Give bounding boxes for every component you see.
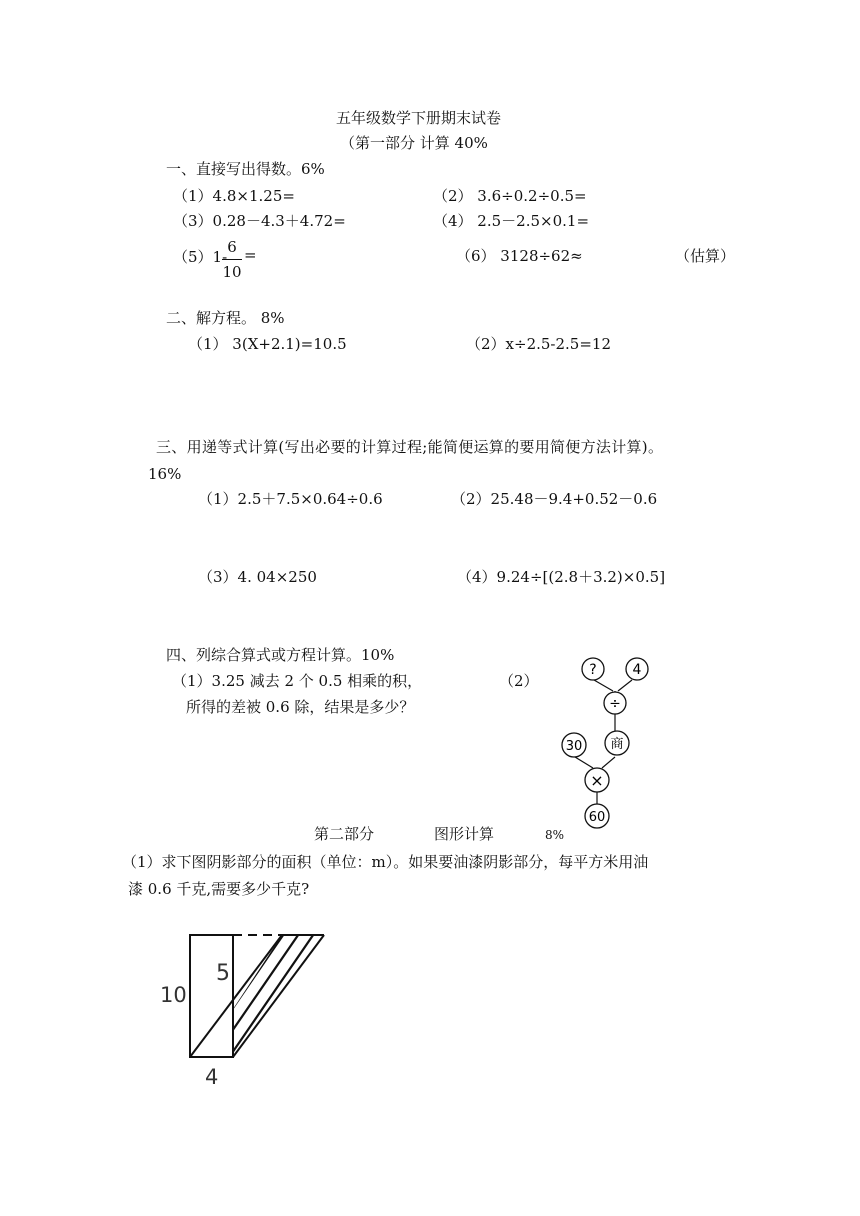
shaded-area-figure <box>150 925 340 1090</box>
equation-2: （2）x÷2.5-2.5=12 <box>466 335 612 353</box>
svg-text:60: 60 <box>588 810 606 825</box>
section4-q2-label: （2） <box>499 672 539 690</box>
section1-item-1: （1）4.8×1.25= <box>173 187 295 205</box>
part1-header: （第一部分 计算 40% <box>340 134 488 152</box>
section4-q1-line2: 所得的差被 0.6 除，结果是多少？ <box>186 698 415 716</box>
section4-q1-line1: （1）3.25 减去 2 个 0.5 相乘的积， <box>172 672 423 690</box>
section4-heading: 四、列综合算式或方程计算。10% <box>166 646 395 664</box>
fraction-bar <box>222 259 242 260</box>
part2-header-a: 第二部分 <box>314 825 375 843</box>
equation-1: （1） 3(X+2.1)=10.5 <box>188 335 347 353</box>
fraction-denominator: 10 <box>222 263 242 281</box>
section1-item-4: （4） 2.5－2.5×0.1= <box>433 212 590 230</box>
svg-text:÷: ÷ <box>609 696 621 712</box>
section1-heading: 一、直接写出得数。6% <box>166 160 325 178</box>
tree-node-quotient <box>605 731 629 755</box>
svg-text:30: 30 <box>565 739 583 754</box>
svg-text:商: 商 <box>610 737 624 752</box>
section1-item-6-note: （估算） <box>675 247 736 265</box>
tree-node-divide <box>604 692 626 714</box>
part2-header-c: 8% <box>545 828 565 842</box>
fraction-six-tenths <box>222 238 242 281</box>
section3-heading: 三、用递等式计算(写出必要的计算过程;能简便运算的要用简便方法计算)。 <box>156 438 664 456</box>
section3-q1: （1）2.5＋7.5×0.64÷0.6 <box>198 490 383 508</box>
svg-text:×: × <box>590 771 604 790</box>
part2-q1-line2: 漆 0.6 千克,需要多少千克? <box>128 880 310 898</box>
svg-text:?: ? <box>589 662 597 678</box>
fraction-numerator: 6 <box>227 238 237 256</box>
section1-item-6: （6） 3128÷62≈ <box>456 247 583 265</box>
section1-item-5-prefix: （5）1- <box>173 248 228 266</box>
tree-node-thirty <box>562 733 586 757</box>
section3-q2: （2）25.48－9.4+0.52－0.6 <box>451 490 658 508</box>
section3-heading-cont: 16% <box>148 465 182 483</box>
section1-item-5-suffix: = <box>244 246 257 264</box>
section2-heading: 二、解方程。 8% <box>166 309 285 327</box>
part2-header-b: 图形计算 <box>434 825 495 843</box>
section3-q3: （3）4. 04×250 <box>198 568 317 586</box>
tree-node-question <box>582 658 604 680</box>
calculation-tree-diagram <box>555 652 665 832</box>
section3-q4: （4）9.24÷[(2.8＋3.2)×0.5] <box>457 568 666 586</box>
svg-text:10: 10 <box>160 983 187 1007</box>
tree-node-multiply <box>585 768 609 792</box>
section1-item-2: （2） 3.6÷0.2÷0.5= <box>433 187 587 205</box>
hatched-shaded-region <box>180 925 340 1085</box>
tree-node-four <box>626 658 648 680</box>
svg-text:5: 5 <box>216 961 230 986</box>
part2-q1-line1: （1）求下图阴影部分的面积（单位：m）。如果要油漆阴影部分，每平方米用油 <box>122 853 649 871</box>
svg-text:4: 4 <box>632 662 642 678</box>
tree-node-sixty <box>585 804 609 828</box>
section1-item-3: （3）0.28－4.3＋4.72= <box>173 212 346 230</box>
svg-text:4: 4 <box>205 1065 219 1089</box>
page-title: 五年级数学下册期末试卷 <box>336 109 502 127</box>
